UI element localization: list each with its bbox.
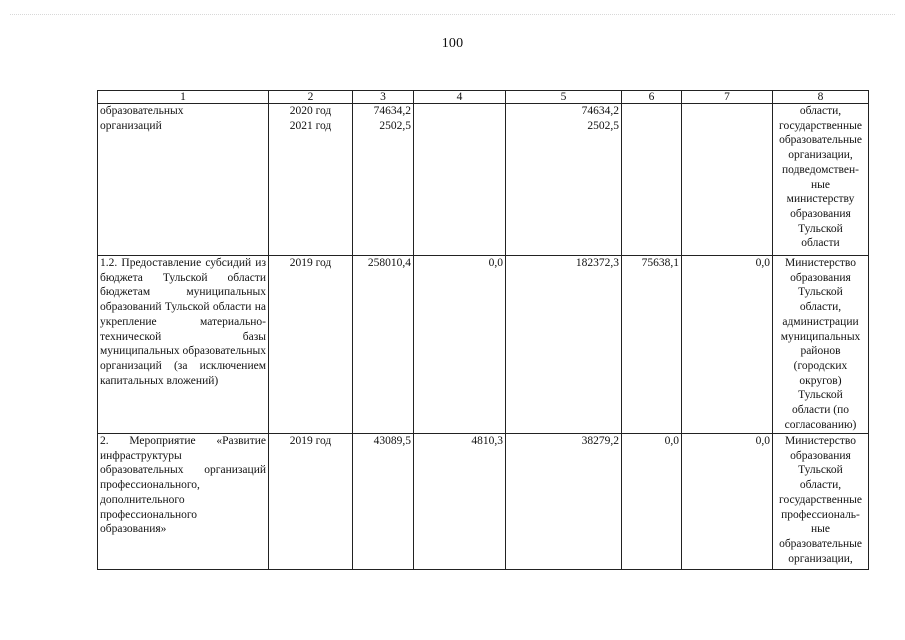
cell-col5: 38279,2 xyxy=(506,434,622,570)
column-header: 6 xyxy=(622,91,682,104)
cell-total: 258010,4 xyxy=(353,256,414,434)
cell-description: 1.2. Предоставление субсидий из бюджета Тульской области бюджетам муниципальных образований Тульской области на укрепление материально-технической базы муниципальных образовательных организаций (за исключением капитальных вложений) xyxy=(98,256,269,434)
page-number: 100 xyxy=(441,36,464,51)
cell-responsible: Министерство образования Тульской области, администрации муниципальных районов (городских округов) Тульской области (по согласованию) xyxy=(773,256,869,434)
cell-col7: 0,0 xyxy=(682,256,773,434)
table-row xyxy=(98,104,869,256)
table-header-row xyxy=(98,91,869,104)
scan-edge-artifact xyxy=(10,14,895,17)
cell-col4: 4810,3 xyxy=(414,434,506,570)
cell-description: образовательных организаций xyxy=(98,104,269,256)
cell-col6 xyxy=(622,104,682,256)
cell-year: 2019 год xyxy=(269,434,353,570)
column-header: 7 xyxy=(682,91,773,104)
table-row xyxy=(98,256,869,434)
cell-col4: 0,0 xyxy=(414,256,506,434)
cell-col5: 182372,3 xyxy=(506,256,622,434)
cell-col6: 75638,1 xyxy=(622,256,682,434)
cell-description: 2. Мероприятие «Развитие инфраструктуры образовательных организаций профессионального, дополнительного профессионального образования» xyxy=(98,434,269,570)
cell-responsible: области, государственные образовательные организации, подведомствен- ные министерству образования Тульской области xyxy=(773,104,869,256)
cell-year: 2019 год xyxy=(269,256,353,434)
table-row xyxy=(98,434,869,570)
cell-responsible: Министерство образования Тульской области, государственные профессиональ- ные образовательные организации, xyxy=(773,434,869,570)
column-header: 1 xyxy=(98,91,269,104)
cell-col7 xyxy=(682,104,773,256)
cell-col7: 0,0 xyxy=(682,434,773,570)
column-header: 3 xyxy=(353,91,414,104)
data-table xyxy=(97,90,869,570)
cell-total: 43089,5 xyxy=(353,434,414,570)
column-header: 4 xyxy=(414,91,506,104)
cell-col6: 0,0 xyxy=(622,434,682,570)
cell-col5: 74634,2 2502,5 xyxy=(506,104,622,256)
cell-total: 74634,2 2502,5 xyxy=(353,104,414,256)
column-header: 5 xyxy=(506,91,622,104)
cell-col4 xyxy=(414,104,506,256)
column-header: 8 xyxy=(773,91,869,104)
column-header: 2 xyxy=(269,91,353,104)
cell-year: 2020 год 2021 год xyxy=(269,104,353,256)
